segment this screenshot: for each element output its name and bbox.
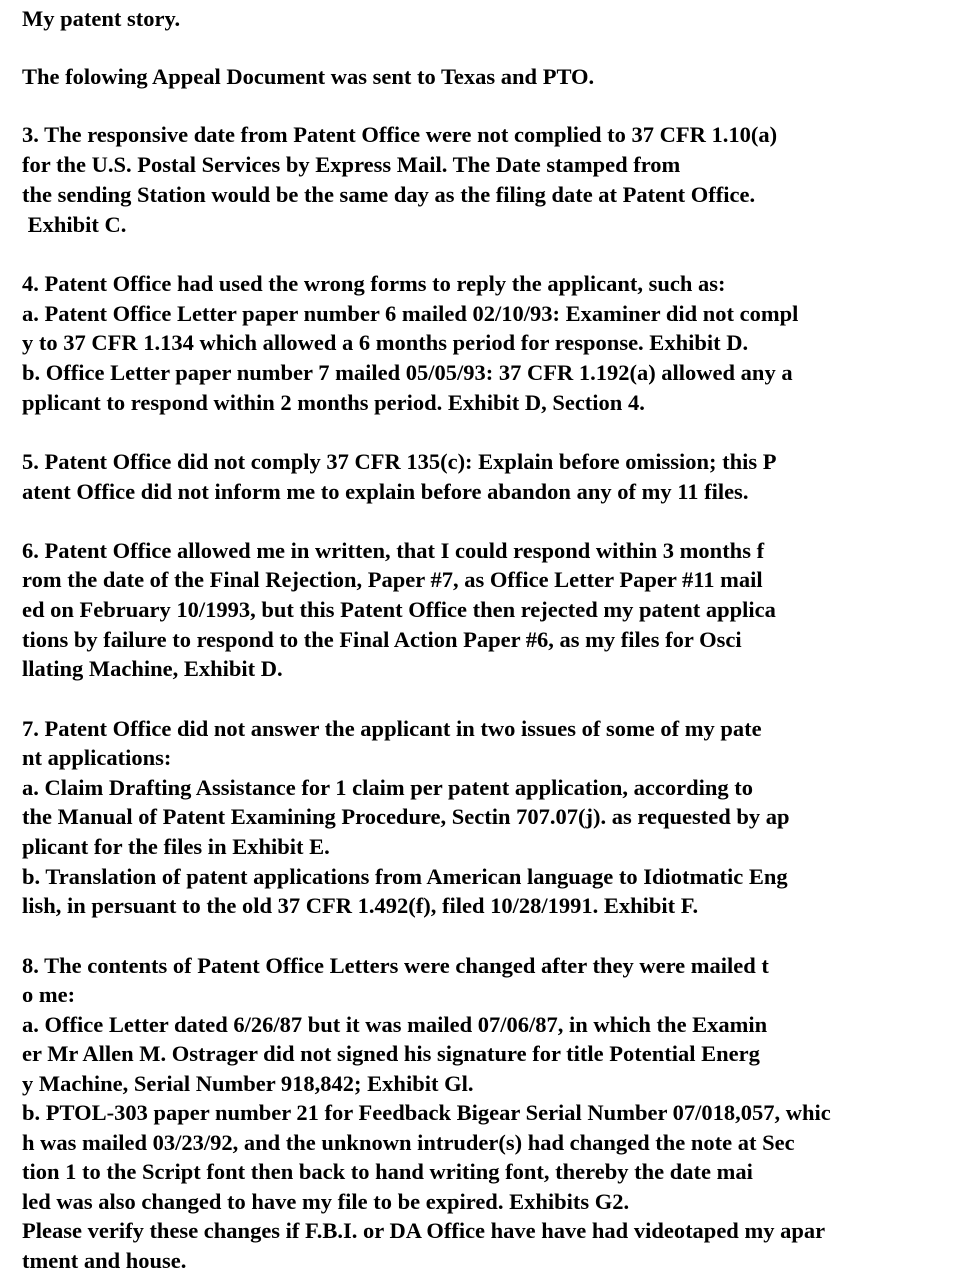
item-3-line-1: 3. The responsive date from Patent Office were not complied to 37 CFR 1.10(a)	[22, 122, 778, 147]
item-6-line-2: rom the date of the Final Rejection, Paper #7, as Office Letter Paper #11 mail	[22, 567, 763, 592]
item-7-line-5: plicant for the files in Exhibit E.	[22, 834, 330, 859]
item-6-line-4: tions by failure to respond to the Final Action Paper #6, as my files for Osci	[22, 627, 742, 652]
item-3-line-4: Exhibit C.	[22, 212, 127, 237]
item-8-line-6: b. PTOL-303 paper number 21 for Feedback Bigear Serial Number 07/018,057, whic	[22, 1100, 831, 1125]
item-3-line-2: for the U.S. Postal Services by Express Mail. The Date stamped from	[22, 152, 681, 177]
item-8-line-8: tion 1 to the Script font then back to hand writing font, thereby the date mai	[22, 1159, 753, 1184]
item-8-line-9: led was also changed to have my file to be expired. Exhibits G2.	[22, 1189, 630, 1214]
item-7-line-6: b. Translation of patent applications from American language to Idiotmatic Eng	[22, 864, 788, 889]
item-4-line-1: 4. Patent Office had used the wrong forms to reply the applicant, such as:	[22, 271, 726, 296]
item-7-line-4: the Manual of Patent Examining Procedure, Sectin 707.07(j). as requested by ap	[22, 804, 790, 829]
item-8-line-4: er Mr Allen M. Ostrager did not signed his signature for title Potential Energ	[22, 1041, 760, 1066]
item-6-line-1: 6. Patent Office allowed me in written, that I could respond within 3 months f	[22, 538, 765, 563]
item-7-line-1: 7. Patent Office did not answer the applicant in two issues of some of my pate	[22, 716, 762, 741]
item-3-line-3: the sending Station would be the same day as the filing date at Patent Office.	[22, 182, 756, 207]
item-6-line-3: ed on February 10/1993, but this Patent Office then rejected my patent applica	[22, 597, 776, 622]
intro-line: The folowing Appeal Document was sent to Texas and PTO.	[22, 64, 595, 89]
item-8-line-2: o me:	[22, 982, 76, 1007]
item-6-line-5: llating Machine, Exhibit D.	[22, 656, 283, 681]
item-7-line-2: nt applications:	[22, 745, 172, 770]
item-8-line-1: 8. The contents of Patent Office Letters were changed after they were mailed t	[22, 953, 769, 978]
item-5-line-1: 5. Patent Office did not comply 37 CFR 135(c): Explain before omission; this P	[22, 449, 777, 474]
item-4-line-4: b. Office Letter paper number 7 mailed 05/05/93: 37 CFR 1.192(a) allowed any a	[22, 360, 793, 385]
item-4-line-3: y to 37 CFR 1.134 which allowed a 6 months period for response. Exhibit D.	[22, 330, 749, 355]
item-7-line-3: a. Claim Drafting Assistance for 1 claim per patent application, according to	[22, 775, 753, 800]
item-5-line-2: atent Office did not inform me to explain before abandon any of my 11 files.	[22, 479, 749, 504]
doc-title: My patent story.	[22, 6, 181, 31]
item-8-line-11: tment and house.	[22, 1248, 187, 1273]
item-7-line-7: lish, in persuant to the old 37 CFR 1.492(f), filed 10/28/1991. Exhibit F.	[22, 893, 699, 918]
item-8-line-3: a. Office Letter dated 6/26/87 but it was mailed 07/06/87, in which the Examin	[22, 1012, 768, 1037]
item-4-line-5: pplicant to respond within 2 months period. Exhibit D, Section 4.	[22, 390, 645, 415]
item-8-line-7: h was mailed 03/23/92, and the unknown intruder(s) had changed the note at Sec	[22, 1130, 795, 1155]
item-4-line-2: a. Patent Office Letter paper number 6 mailed 02/10/93: Examiner did not compl	[22, 301, 799, 326]
item-8-line-10: Please verify these changes if F.B.I. or DA Office have have had videotaped my apar	[22, 1218, 826, 1243]
item-8-line-5: y Machine, Serial Number 918,842; Exhibit Gl.	[22, 1071, 474, 1096]
